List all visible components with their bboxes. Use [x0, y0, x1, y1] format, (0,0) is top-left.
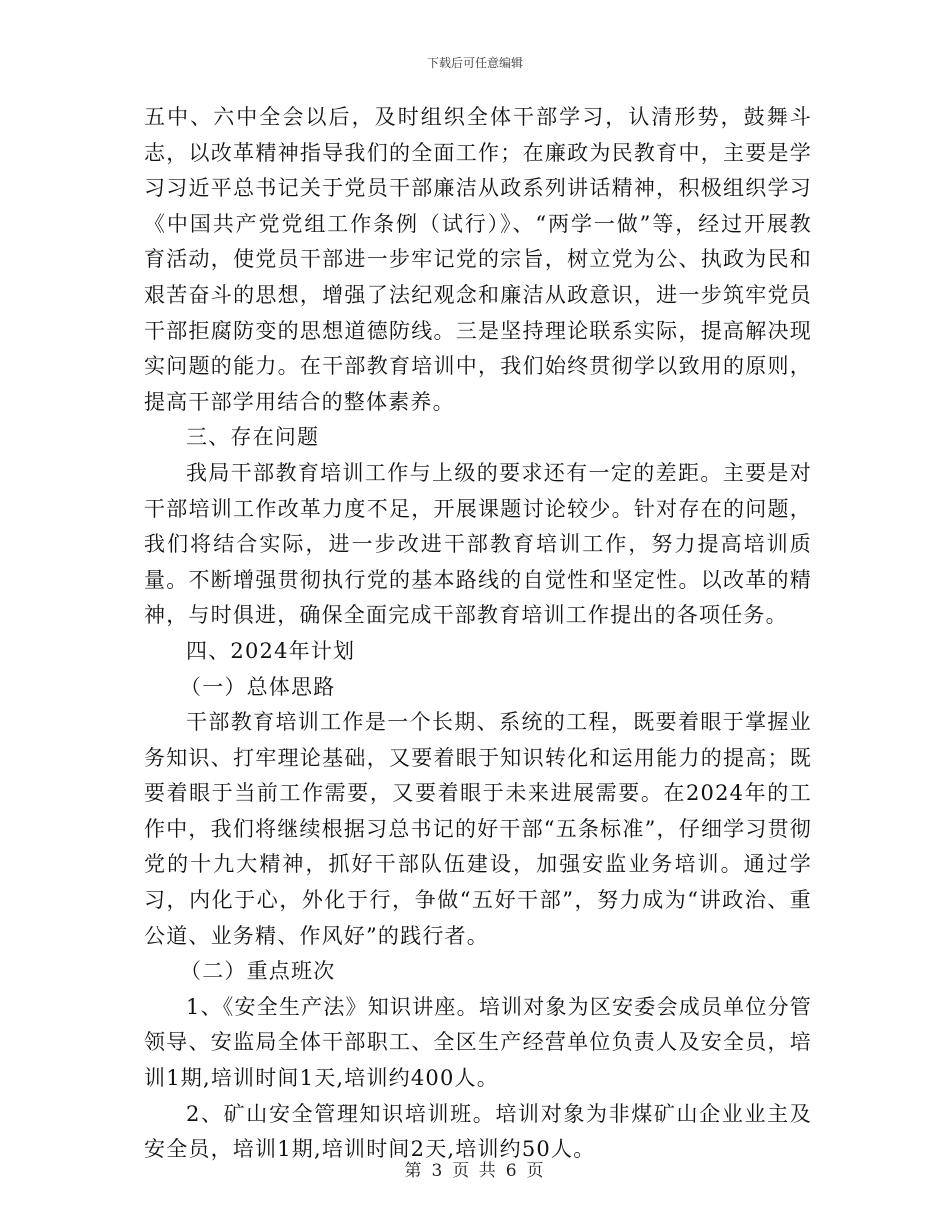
- section-heading-problems: 三、存在问题: [186, 425, 320, 450]
- footer-prefix: 第: [404, 1161, 424, 1181]
- footer-middle: 页 共: [452, 1161, 498, 1181]
- paragraph-class-2: 2、矿山安全管理知识培训班。培训对象为非煤矿山企业业主及安全员，培训1期,培训时间2天,培训约50人。: [144, 1101, 812, 1162]
- footer-suffix: 页: [526, 1161, 546, 1181]
- paragraph-continuation: 五中、六中全会以后，及时组织全体干部学习，认清形势，鼓舞斗志，以改革精神指导我们的全面工作；在廉政为民教育中，主要是学习习近平总书记关于党员干部廉洁从政系列讲话精神，积极组织学习《中国共产党党组工作条例（试行）》、“两学一做”等，经过开展教育活动，使党员干部进一步牢记党的宗旨，树立党为公、执政为民和艰苦奋斗的思想，增强了法纪观念和廉洁从政意识，进一步筑牢党员干部拒腐防变的思想道德防线。三是坚持理论联系实际，提高解决现实问题的能力。在干部教育培训中，我们始终贯彻学以致用的原则，提高干部学用结合的整体素养。: [144, 105, 812, 414]
- subsection-heading-overall: （一）总体思路: [180, 674, 336, 699]
- footer-total-pages: 6: [505, 1161, 519, 1181]
- paragraph-problems: 我局干部教育培训工作与上级的要求还有一定的差距。主要是对干部培训工作改革力度不足，开展课题讨论较少。针对存在的问题，我们将结合实际，进一步改进干部教育培训工作，努力提高培训质量。不断增强贯彻执行党的基本路线的自觉性和坚定性。以改革的精神，与时俱进，确保全面完成干部教育培训工作提出的各项任务。: [144, 460, 812, 628]
- page-header-note: 下载后可任意编辑: [426, 56, 523, 70]
- document-body: [144, 100, 812, 1168]
- subsection-heading-key-classes: （二）重点班次: [180, 959, 336, 984]
- footer-page-number: 3: [431, 1161, 445, 1181]
- paragraph-class-1: 1、《安全生产法》知识讲座。培训对象为区安委会成员单位分管领导、安监局全体干部职工、全区生产经营单位负责人及安全员，培训1期,培训时间1天,培训约400人。: [144, 994, 812, 1091]
- page-footer: [0, 1156, 950, 1181]
- section-heading-plan: 四、2024年计划: [186, 638, 356, 663]
- paragraph-overall: 干部教育培训工作是一个长期、系统的工程，既要着眼于掌握业务知识、打牢理论基础，又要着眼于知识转化和运用能力的提高；既要着眼于当前工作需要，又要着眼于未来进展需要。在2024年的工作中，我们将继续根据习总书记的好干部“五条标准”，仔细学习贯彻党的十九大精神，抓好干部队伍建设，加强安监业务培训。通过学习，内化于心，外化于行，争做“五好干部”，努力成为“讲政治、重公道、业务精、作风好”的践行者。: [144, 710, 812, 948]
